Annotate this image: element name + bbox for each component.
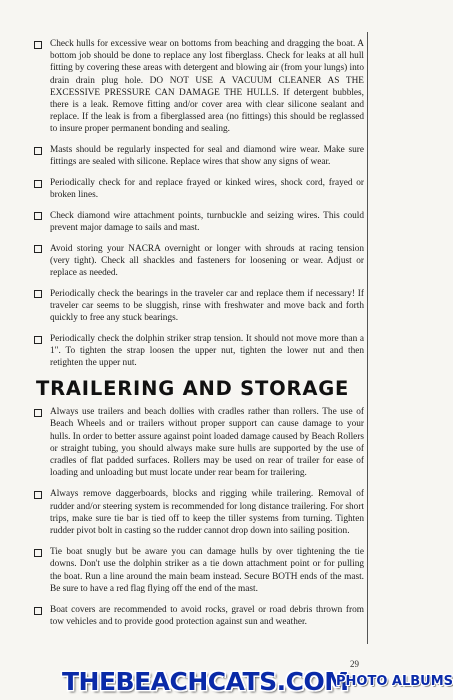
margin-rule (367, 32, 368, 644)
checkbox-icon (34, 212, 42, 220)
checklist-item (34, 177, 364, 201)
item-text: Avoid storing your NACRA overnight or longer with shrouds at racing tension (very tight). Check all shackles and fasteners for loosening or wear. Adjust or replace as needed. (50, 243, 364, 279)
checkbox-icon (34, 245, 42, 253)
checkbox-icon (34, 409, 42, 417)
section-heading: TRAILERING AND STORAGE (36, 377, 350, 401)
checklist-item (34, 144, 364, 168)
item-text: Periodically check the bearings in the traveler car and replace them if necessary! If traveler car seems to be sluggish, rinse with freshwater and move back and forth quickly to free any stuck bearings. (50, 288, 364, 324)
checkbox-icon (34, 41, 42, 49)
checkbox-icon (34, 290, 42, 298)
checkbox-icon (34, 607, 42, 615)
checkbox-icon (34, 147, 42, 155)
checklist-item (34, 488, 364, 537)
watermark-tag: PHOTO ALBUMS (336, 674, 453, 689)
checkbox-icon (34, 491, 42, 499)
checklist-item (34, 243, 364, 280)
checklist-item (34, 38, 364, 136)
checklist-item (34, 210, 364, 234)
watermark-site: THEBEACHCATS.COM (62, 667, 349, 696)
checklist-item (34, 546, 364, 595)
checklist-item (34, 333, 364, 370)
checkbox-icon (34, 549, 42, 557)
item-text: Always remove daggerboards, blocks and rigging while trailering. Removal of rudder and/or steering system is recommended for long distance trailering. For short trips, make sure tie bar is tied off to keep the tiller systems from turning. Tighten rudder pivot bolt in casting so the rudder cannot drop down into sailing position. (50, 489, 364, 536)
item-text: Check hulls for excessive wear on bottoms from beaching and dragging the boat. A bottom job should be done to replace any lost fiberglass. Check for leaks at all hull fitting by covering these areas with detergent and blowing air (from your lungs) into drain drain plug hole. DO NOT USE A VACUUM CLEANER AS THE EXCESSIVE PRESSURE CAN DAMAGE THE HULLS. If detergent bubbles, there is a leak. Remove fitting and/or cover area with clear silicone sealant and replace. If the leak is from a fiberglassed area (no fittings) this should be reglassed to insure proper permanent bonding and sealing. (50, 39, 364, 135)
checklist-item (34, 288, 364, 325)
item-text: Masts should be regularly inspected for seal and diamond wire wear. Make sure fittings are sealed with silicone. Replace wires that show any signs of wear. (50, 145, 364, 168)
item-text: Check diamond wire attachment points, turnbuckle and seizing wires. This could prevent major damage to sails and mast. (50, 210, 364, 234)
checkbox-icon (34, 180, 42, 188)
item-text: Tie boat snugly but be aware you can damage hulls by over tightening the tie downs. Don't use the dolphin striker as a tie down attachment point or for pulling the boat. Run a line around the main beam instead. Secure BOTH ends of the mast. Be sure to have a red flag flying off the end of the mast. (50, 547, 364, 594)
item-text: Periodically check the dolphin striker strap tension. It should not move more than a 1". To tighten the strap loosen the upper nut, tighten the lower nut and then retighten the upper nut. (50, 334, 364, 369)
checklist-item (34, 406, 364, 479)
item-text: Always use trailers and beach dollies with cradles rather than rollers. The use of Beach Wheels and or trailers without proper support can cause damage to your hulls. In order to better assure against point loaded damage caused by Beach Rollers or straight tubing, you should always make sure hulls are supported by the use of cradles of flat padded surfaces. Rollers may be used on rear of trailer for ease of loading and unloading but must locate under rear beam for trailering. (50, 407, 364, 479)
item-text: Periodically check for and replace frayed or kinked wires, shock cord, frayed or broken lines. (50, 178, 364, 201)
page-content (34, 38, 364, 637)
page-number: 29 (350, 659, 359, 669)
watermark-banner (0, 667, 453, 700)
checkbox-icon (34, 336, 42, 344)
item-text: Boat covers are recommended to avoid rocks, gravel or road debris thrown from tow vehicles and to provide good protection against sun and weather. (50, 605, 364, 628)
checklist-item (34, 604, 364, 628)
